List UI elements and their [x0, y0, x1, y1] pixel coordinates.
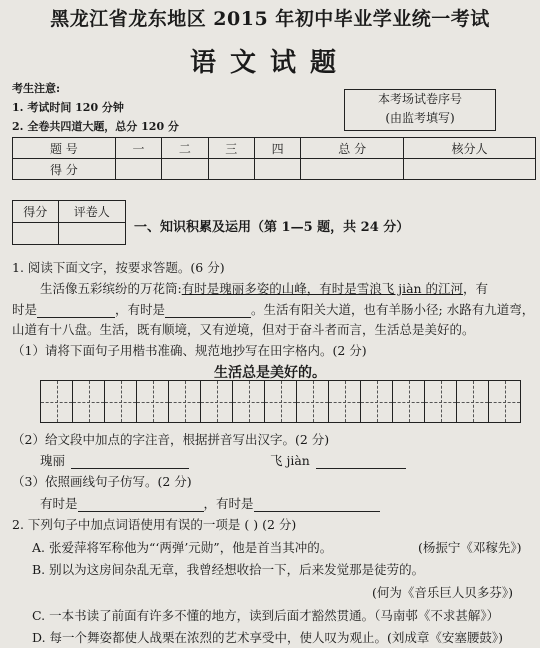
q1-passage-line1: [40, 279, 488, 297]
seq-box-line2: (由监考填写): [385, 111, 455, 125]
grid-cell[interactable]: [200, 381, 232, 422]
section-1-heading: 一、知识积累及运用（第 1—5 题，共 24 分）: [134, 220, 410, 235]
score-table: [12, 137, 536, 180]
imitation-line: [40, 494, 380, 512]
notes-label: 考生注意:: [12, 82, 61, 95]
grid-cell[interactable]: [232, 381, 264, 422]
grid-cell[interactable]: [456, 381, 488, 422]
q2-option-b: B. 别以为这房间杂乱无章，我曾经想收拾一下，后来发觉那是徒劳的。: [32, 562, 425, 577]
copy-sentence: 生活总是美好的。: [214, 365, 326, 381]
grader-reviewer-label: 评卷人: [58, 201, 125, 223]
score-table-header-row: [13, 138, 536, 159]
score-row-label: 得 分: [13, 159, 116, 180]
pinyin-item-1: [40, 451, 189, 469]
passage-blank-2[interactable]: [165, 302, 251, 318]
q2-option-d: D. 每一个舞姿都使人战栗在浓烈的艺术享受中，使人叹为观止。(刘成章《安塞腰鼓》): [32, 630, 504, 645]
score-header-cell: 总 分: [301, 138, 404, 159]
passage-text: 。生活有阳关大道，也有羊肠小径; 水路有九道弯，: [251, 302, 535, 317]
seq-box-line1: 本考场试卷序号: [377, 92, 462, 106]
grid-cell[interactable]: [392, 381, 424, 422]
q2-stem: 2. 下列句子中加点词语使用有误的一项是 ( ) (2 分): [12, 517, 297, 532]
q1-stem: 1. 阅读下面文字，按要求答题。(6 分): [12, 260, 225, 275]
grid-cell[interactable]: [72, 381, 104, 422]
q1-passage-line3: 山道有十八盘。生活，既有顺境，又有逆境，但对于奋斗者而言，生活总是美好的。: [12, 322, 475, 337]
imitation-text: ，有时是: [203, 496, 254, 511]
passage-text: ，有时是: [115, 302, 166, 317]
exam-subtitle: 语文试题: [189, 48, 350, 78]
score-table-score-row: [13, 159, 536, 180]
score-cell[interactable]: [208, 159, 254, 180]
q1-passage-line2: [12, 300, 534, 318]
score-header-cell: 核分人: [404, 138, 536, 159]
score-header-cell: 三: [208, 138, 254, 159]
grid-cell[interactable]: [360, 381, 392, 422]
passage-text: ，有: [463, 281, 489, 296]
answer-blank-1[interactable]: [71, 453, 189, 469]
imitation-text: 有时是: [40, 496, 78, 511]
grid-cell[interactable]: [264, 381, 296, 422]
grader-table: [12, 200, 126, 245]
seq-number-box[interactable]: [344, 89, 496, 131]
tianzige-grid[interactable]: [40, 380, 521, 423]
word-label: 瑰丽: [40, 453, 66, 468]
grid-cell[interactable]: [296, 381, 328, 422]
passage-blank-1[interactable]: [37, 302, 115, 318]
grid-cell[interactable]: [488, 381, 520, 422]
note-item-1: 1. 考试时间 120 分钟: [12, 101, 124, 114]
passage-text: 生活像五彩缤纷的万花筒:: [40, 281, 182, 296]
score-header-cell: 题 号: [13, 138, 116, 159]
grader-reviewer-cell[interactable]: [58, 223, 125, 245]
score-header-cell: 二: [162, 138, 208, 159]
q2-option-b-source: (何为《音乐巨人贝多芬》): [372, 585, 514, 600]
grid-cell[interactable]: [168, 381, 200, 422]
score-cell[interactable]: [162, 159, 208, 180]
q1-sub2: （2）给文段中加点的字注音，根据拼音写出汉字。(2 分): [12, 432, 330, 447]
score-header-cell: 一: [115, 138, 161, 159]
score-header-cell: 四: [254, 138, 300, 159]
grid-cell[interactable]: [41, 381, 72, 422]
score-cell[interactable]: [254, 159, 300, 180]
grid-cell[interactable]: [104, 381, 136, 422]
q2-option-a-source: (杨振宁《邓稼先》): [418, 540, 522, 555]
grader-score-label: 得分: [13, 201, 59, 223]
imitation-blank-2[interactable]: [254, 496, 380, 512]
q1-sub3: （3）依照画线句子仿写。(2 分): [12, 474, 192, 489]
note-item-2: 2. 全卷共四道大题，总分 120 分: [12, 120, 179, 133]
passage-text: 时是: [12, 302, 38, 317]
q2-option-c: C. 一本书读了前面有许多不懂的地方，读到后面才豁然贯通。（马南邨《不求甚解》）: [32, 608, 500, 623]
grid-cell[interactable]: [328, 381, 360, 422]
pinyin-item-2: [270, 451, 406, 469]
score-cell[interactable]: [115, 159, 161, 180]
grid-cell[interactable]: [424, 381, 456, 422]
grid-cell[interactable]: [136, 381, 168, 422]
q1-sub1: （1）请将下面句子用楷书准确、规范地抄写在田字格内。(2 分): [12, 343, 367, 358]
underlined-sentence: 有时是瑰丽多姿的山峰，有时是雪浪飞 jiàn 的江河: [181, 281, 464, 296]
word-label: 飞 jiàn: [270, 453, 310, 468]
exam-title: 黑龙江省龙东地区 2015 年初中毕业学业统一考试: [50, 8, 490, 30]
imitation-blank-1[interactable]: [78, 496, 204, 512]
score-cell[interactable]: [404, 159, 536, 180]
answer-blank-2[interactable]: [316, 453, 406, 469]
q2-option-a: A. 张爱萍将军称他为“‘两弹’元勋”，他是首当其冲的。: [32, 540, 333, 555]
score-cell[interactable]: [301, 159, 404, 180]
grader-score-cell[interactable]: [13, 223, 59, 245]
